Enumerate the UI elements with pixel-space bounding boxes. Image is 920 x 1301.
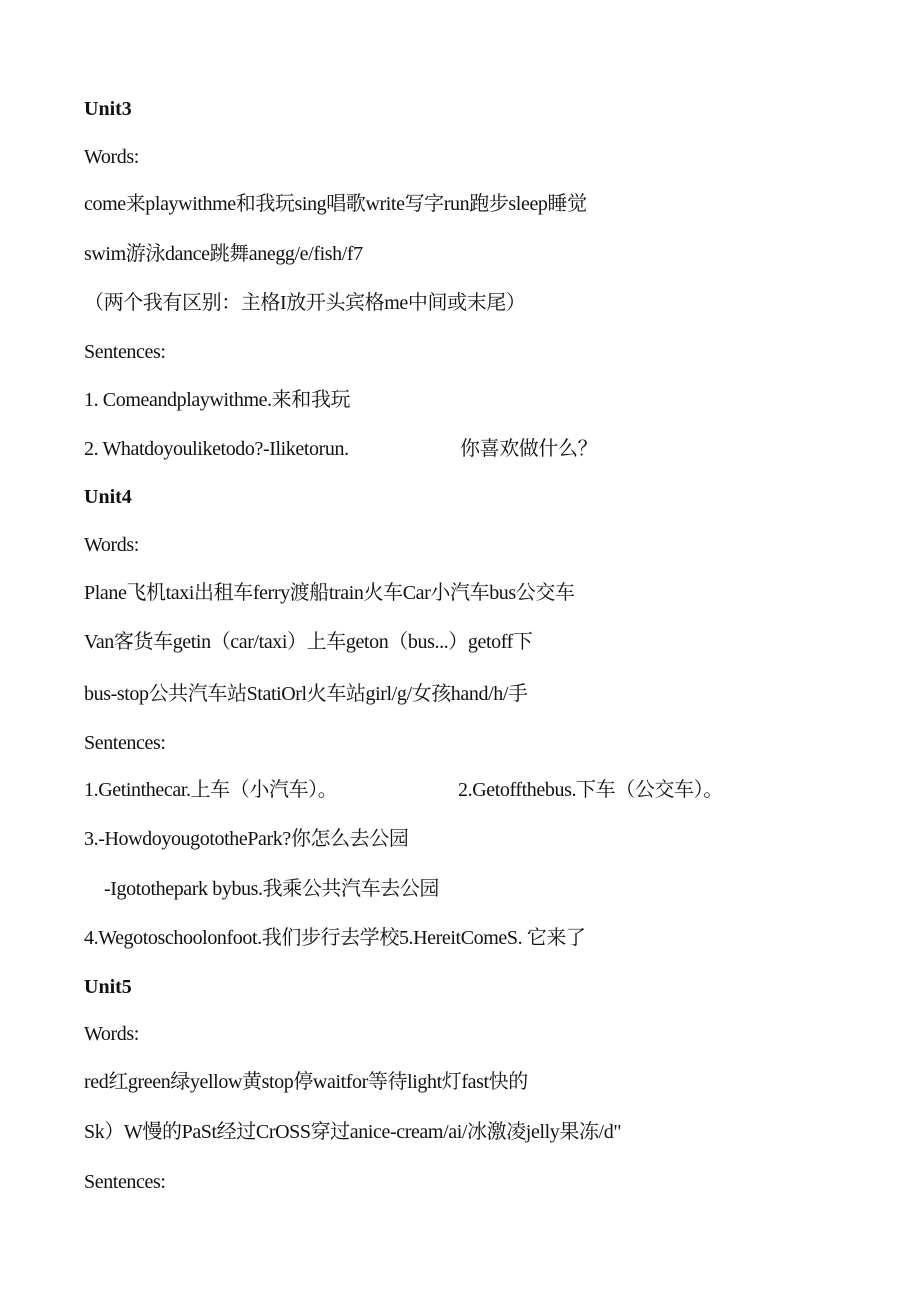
unit4-heading: Unit4 (84, 486, 132, 508)
unit4-words-line-1: Plane飞机taxi出租车ferry渡船train火车Car小汽车bus公交车 (84, 582, 575, 604)
unit4-sentence-1: 1.Getinthecar.上车（小汽车）。 (84, 779, 338, 801)
unit5-heading: Unit5 (84, 976, 132, 998)
unit4-sentences-label: Sentences: (84, 732, 166, 754)
unit3-heading: Unit3 (84, 98, 132, 120)
unit3-note: （两个我有区别：主格I放开头宾格me中间或末尾） (84, 292, 526, 314)
unit3-words-label: Words: (84, 146, 139, 168)
unit3-sentences-label: Sentences: (84, 341, 166, 363)
unit4-sentence-3: 3.-HowdoyougotothePark?你怎么去公园 (84, 828, 409, 850)
unit4-sentence-3-answer: -Igotothepark bybus.我乘公共汽车去公园 (104, 878, 440, 900)
unit3-words-line-1: come来playwithme和我玩sing唱歌write写字run跑步sleep睡觉 (84, 193, 587, 215)
unit3-words-line-2: swim游泳dance跳舞anegg/e/fish/f7 (84, 243, 363, 265)
unit4-sentence-row-1 (84, 776, 723, 804)
unit4-words-line-3: bus-stop公共汽车站StatiOrl火车站girl/g/女孩hand/h/手 (84, 683, 528, 705)
unit3-sentence-2-chinese: 你喜欢做什么？ (460, 438, 598, 460)
unit4-words-label: Words: (84, 534, 139, 556)
unit5-sentences-label: Sentences: (84, 1171, 166, 1193)
unit3-sentence-2-english: 2. Whatdoyouliketodo?-Iliketorun. (84, 438, 349, 460)
unit4-sentence-4-5: 4.Wegotoschoolonfoot.我们步行去学校5.HereitComeS. 它来了 (84, 927, 586, 949)
unit4-words-line-2: Van客货车getin（car/taxi）上车geton（bus...）getoff下 (84, 631, 533, 653)
unit4-sentence-2: 2.Getoffthebus.下车（公交车）。 (458, 779, 723, 801)
unit3-sentence-1: 1. Comeandplaywithme.来和我玩 (84, 389, 351, 411)
unit3-sentence-2 (84, 435, 598, 463)
unit5-words-line-1: red红green绿yellow黄stop停waitfor等待light灯fast快的 (84, 1071, 528, 1093)
unit5-words-line-2: Sk）W慢的PaSt经过CrOSS穿过anice-cream/ai/冰激凌jelly果冻/d" (84, 1121, 622, 1143)
unit5-words-label: Words: (84, 1023, 139, 1045)
